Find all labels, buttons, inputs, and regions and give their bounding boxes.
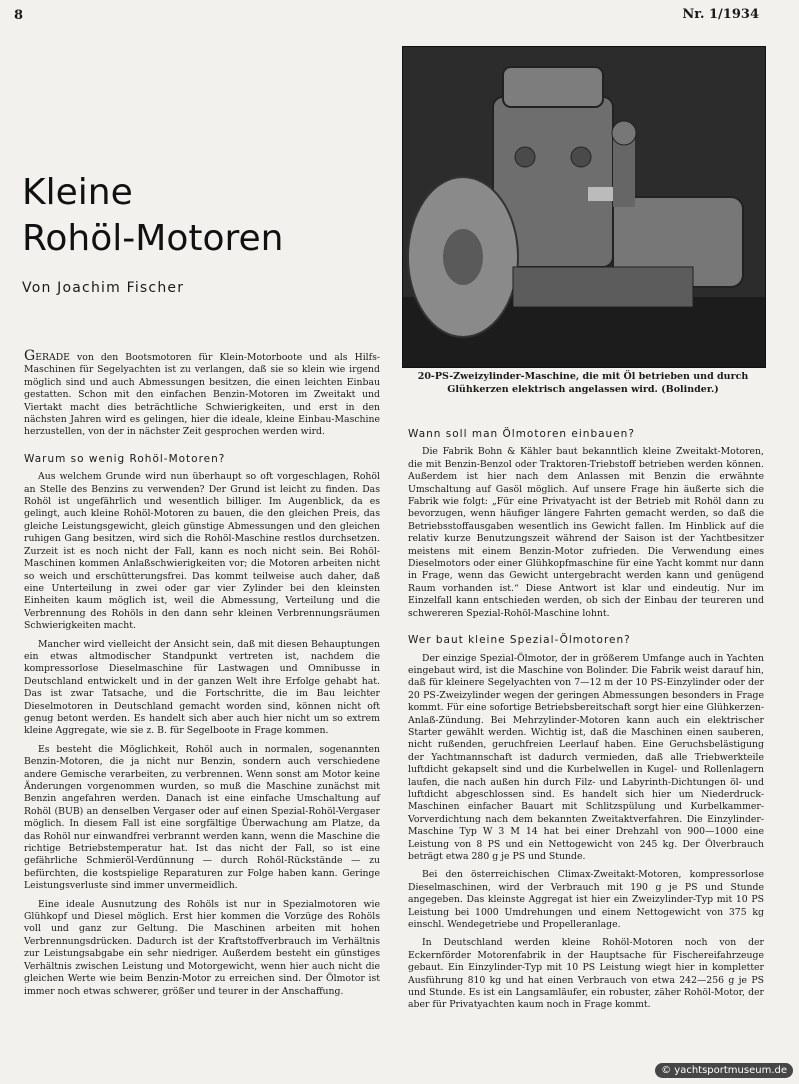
title-line-1: Kleine: [22, 172, 133, 213]
issue-number: Nr. 1/1934: [682, 7, 759, 22]
title-line-2: Rohöl-Motoren: [22, 218, 284, 259]
section-heading-3: Wer baut kleine Spezial-Ölmotoren?: [408, 634, 631, 647]
paragraph: Die Fabrik Bohn & Kähler baut bekanntlich kleine Zweitakt-Motoren, die mit Benzin-Benzol oder Traktoren-Triebstoff betrieben werden können. Außerdem ist hier nach dem Anlassen mit Benzin die erwähnte Umschaltung auf Gasöl möglich. Auf unsere Frage hin äußerte sich die Fabrik wie folgt: „Für eine Privatyacht ist der Betrieb mit Rohöl dann zu bevorzugen, wenn häufiger längere Fahrten gemacht werden, so daß die Betriebsstoffausgaben wesentlich ins Gewicht fallen. Im Hinblick auf die relativ kurze Benutzungszeit während der Saison ist der Yachtbesitzer meistens mit einem Benzin-Motor zufrieden. Die Verwendung eines Dieselmotors oder einer Glühkopfmaschine für eine Yacht kommt nur dann in Frage, wenn das Gewicht untergebracht werden kann und genügend Raum vorhanden ist.“ Diese Antwort ist klar und eindeutig. Nur im Einzelfall kann entschieden werden, ob sich der Einbau der teureren und schwereren Spezial-Rohöl-Maschine lohnt.: [408, 446, 764, 619]
photo-caption: 20-PS-Zweizylinder-Maschine, die mit Öl betrieben und durch Glühkerzen elektrisch angelassen wird. (Bolinder.): [417, 371, 749, 395]
article-title: [22, 170, 392, 262]
paragraph: Mancher wird vielleicht der Ansicht sein, daß mit diesen Behauptungen ein etwas altmodischer Standpunkt vertreten ist, nachdem die kompressorlose Dieselmaschine für Lastwagen und Omnibusse in Deutschland entwickelt und in der ganzen Welt ihre Erfolge gehabt hat. Das ist zwar Tatsache, und die Fortschritte, die im Bau leichter Dieselmotoren in Deutschland gemacht worden sind, können nicht oft genug betont werden. Es handelt sich aber auch hier nicht um so extrem kleine Aggregate, wie sie z. B. für Segelboote in Frage kommen.: [24, 638, 380, 737]
paragraph: Aus welchem Grunde wird nun überhaupt so oft vorgeschlagen, Rohöl an Stelle des Benzins zu verwenden? Der Grund ist leicht zu finden. Das Rohöl ist ungefährlich und wesentlich billiger. Im Augenblick, da es gelingt, auch kleine Rohöl-Motoren zu bauen, die den gleichen Preis, das gleiche Leistungsgewicht, gleich günstige Abmessungen und den gleichen ruhigen Gang besitzen, wird sich die Rohöl-Maschine restlos durchsetzen. Zurzeit ist es noch nicht der Fall, kann es noch nicht sein. Bei Rohöl-Maschinen kommen Anlaßschwierigkeiten vor; die Motoren arbeiten nicht so weich und erschütterungsfrei. Das kommt teilweise auch daher, daß eine Unterteilung in zwei oder gar vier Zylinder bei den kleinsten Einheiten kaum möglich ist, weil die Abmessung, Verteilung und die Verbrennung des Rohöls in den dann sehr kleinen Verbrennungsräumen Schwierigkeiten macht.: [24, 471, 380, 632]
page-number: 8: [14, 8, 24, 23]
paragraph: Es besteht die Möglichkeit, Rohöl auch in normalen, sogenannten Benzin-Motoren, die ja nicht nur Benzin, sondern auch verschiedene andere Gemische verarbeiten, zu verbrennen. Wenn sonst am Motor keine Änderungen vorgenommen wurden, so muß die Maschine zunächst mit Benzin angefahren werden. Danach ist eine einfache Umschaltung auf Rohöl (BUB) an denselben Vergaser oder auf einen Spezial-Rohöl-Vergaser möglich. In diesem Fall ist eine sorgfältige Überwachung am Platze, da das Rohöl nur einwandfrei verbrannt werden kann, wenn die Maschine die richtige Betriebstemperatur hat. Ist das nicht der Fall, so ist eine gefährliche Schmieröl-Verdünnung — durch Rohöl-Rückstände — zu befürchten, die kostspielige Reparaturen zur Folge haben kann. Geringe Leistungsverluste sind immer unvermeidlich.: [24, 743, 380, 892]
left-column: [24, 350, 380, 1004]
watermark: © yachtsportmuseum.de: [655, 1063, 793, 1078]
engine-illustration-icon: [403, 47, 765, 367]
lead-text: ERADE von den Bootsmotoren für Klein-Motorboote und als Hilfs-Maschinen für Segelyachten ist zu verlangen, daß sie so klein wie irgend möglich sind und auch Abmessungen besitzen, die einen leichten Einbau gestatten. Schon mit den einfachen Benzin-Motoren im Zweitakt und Viertakt macht dies beträchtliche Schwierigkeiten, und erst in den nächsten Jahren wird es gelingen, hier die ideale, kleine Einbau-Maschine herzustellen, von der in nächster Zeit gesprochen werden wird.: [24, 352, 380, 438]
paragraph: Bei den österreichischen Climax-Zweitakt-Motoren, kompressorlose Dieselmaschinen, wird der Verbrauch mit 190 g je PS und Stunde angegeben. Das kleinste Aggregat ist hier ein Zweizylinder-Typ mit 10 PS Leistung bei 1000 Umdrehungen und einem Nettogewicht von 375 kg einschl. Wendegetriebe und Propelleranlage.: [408, 869, 764, 931]
engine-photo: [402, 46, 766, 368]
right-column: [408, 428, 764, 1018]
section-heading-1: Warum so wenig Rohöl-Motoren?: [24, 452, 226, 465]
paragraph: Der einzige Spezial-Ölmotor, der in größerem Umfange auch in Yachten eingebaut wird, ist die Maschine von Bolinder. Die Fabrik weist darauf hin, daß für kleinere Segelyachten von 7—12 m der 10 PS-Einzylinder oder der 20 PS-Zweizylinder wegen der geringen Abmessungen besonders in Frage kommt. Für eine sofortige Betriebsbereitschaft sorgt hier eine Glühkerzen-Anlaß-Zündung. Bei Mehrzylinder-Motoren kann auch ein elektrischer Starter gewählt werden. Wichtig ist, daß die Maschinen einen sauberen, nicht rußenden, geruchfreien Leerlauf haben. Eine Geruchsbelästigung der Yachtmannschaft ist dadurch vermieden, daß alle Triebwerkteile luftdicht gekapselt sind und die Kurbelwellen in Kugel- und Rollenlagern laufen, die nach außen hin durch Filz- und Labyrinth-Dichtungen öl- und luftdicht abgeschlossen sind. Es handelt sich hier um Niederdruck-Maschinen einfacher Bauart mit Schlitzspülung und Kurbelkammer-Vorverdichtung nach dem bekannten Zweitaktverfahren. Die Einzylinder-Maschine Typ W 3 M 14 hat bei einer Drehzahl von 900—1000 eine Leistung von 8 PS und ein Nettogewicht von 245 kg. Der Ölverbrauch beträgt etwa 280 g je PS und Stunde.: [408, 652, 764, 862]
lead-paragraph: [24, 350, 380, 439]
article-author: Von Joachim Fischer: [22, 280, 185, 296]
paragraph: In Deutschland werden kleine Rohöl-Motoren noch von der Eckernförder Motorenfabrik in der Hauptsache für Fischereifahrzeuge gebaut. Ein Einzylinder-Typ mit 10 PS Leistung wiegt hier in kompletter Ausführung 810 kg und hat einen Verbrauch von etwa 242—256 g je PS und Stunde. Es ist ein Langsamläufer, ein robuster, zäher Rohöl-Motor, der aber für Privatyachten kaum noch in Frage kommt.: [408, 937, 764, 1011]
paragraph: Eine ideale Ausnutzung des Rohöls ist nur in Spezialmotoren wie Glühkopf und Diesel möglich. Erst hier kommen die Vorzüge des Rohöls voll und ganz zur Geltung. Die Maschinen arbeiten mit hohen Verbrennungsdrücken. Dadurch ist der Kraftstoffverbrauch im Verhältnis zur Leistungsabgabe ein sehr niedriger. Außerdem besteht ein günstiges Verhältnis zwischen Leistung und Motorgewicht, wenn hier auch nicht die gleichen Werte wie beim Benzin-Motor zu erreichen sind. Der Ölmotor ist immer noch etwas schwerer, größer und teurer in der Anschaffung.: [24, 898, 380, 997]
section-heading-2: Wann soll man Ölmotoren einbauen?: [408, 428, 635, 440]
drop-initial: G: [24, 348, 36, 364]
